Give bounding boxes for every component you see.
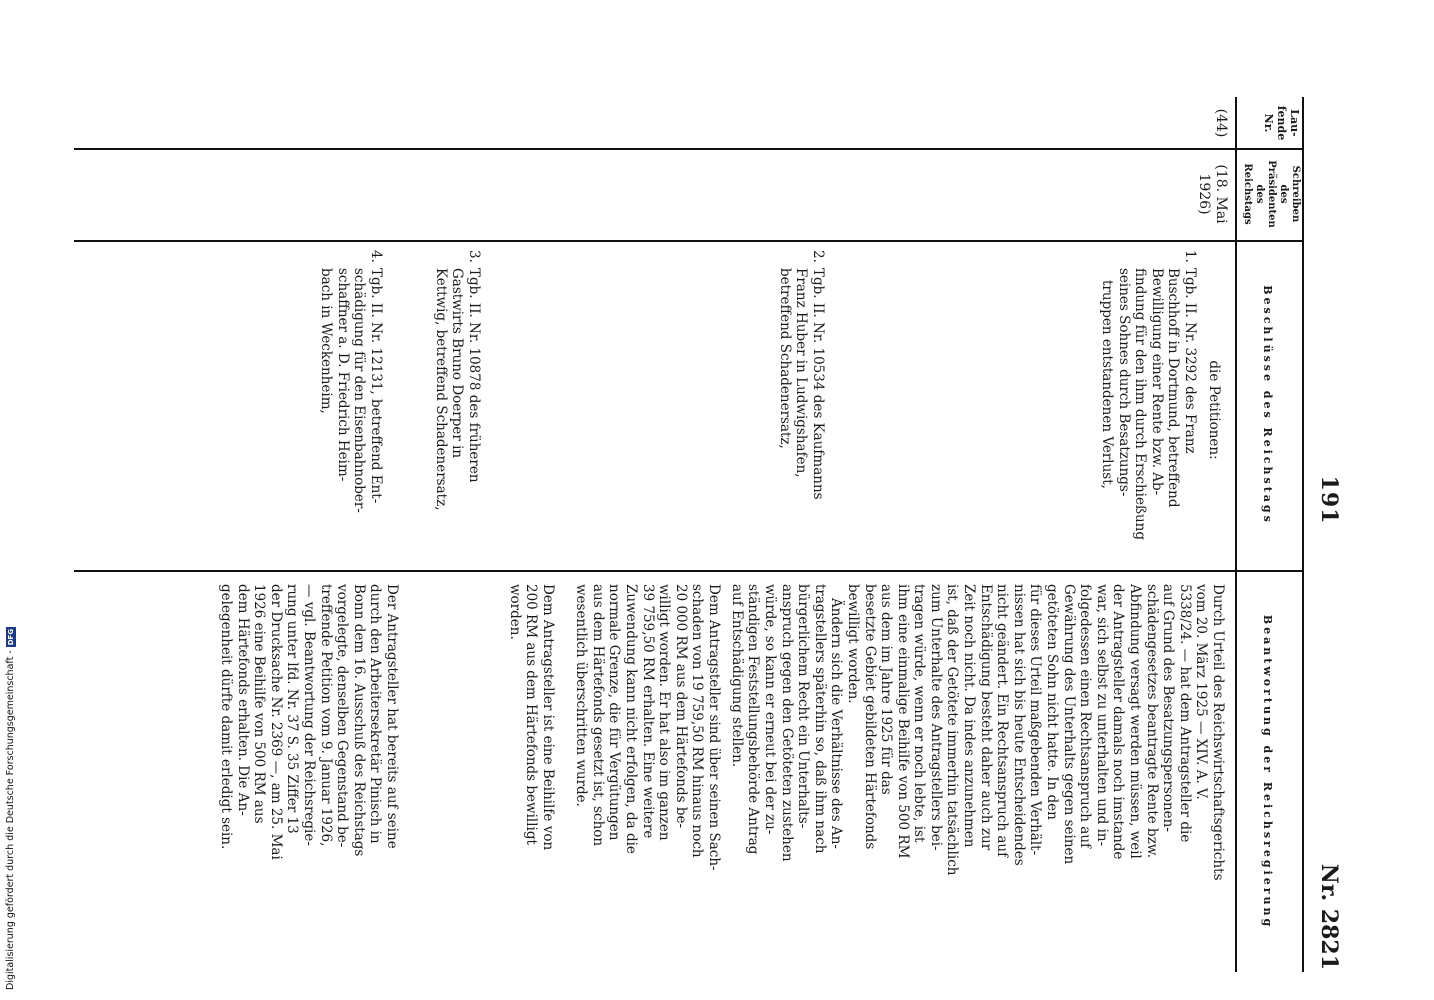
answer-line: Zuwendung kann nicht erfolgen, da die	[623, 584, 640, 854]
answer-line: bewilligt worden.	[844, 584, 861, 704]
answer-line: vorgelegte, denselben Gegenstand be-	[334, 584, 351, 848]
answer-line: wesentlich überschritten wurde.	[573, 584, 590, 807]
petition-number: 1.	[1182, 250, 1198, 263]
answer-line: 20 000 RM aus dem Härtefonds be-	[672, 584, 689, 829]
answer-line: tragstellers späterhin so, daß ihm nach	[811, 584, 828, 854]
petition-line: schaffner a. D. Friedrich Heim-	[334, 268, 351, 482]
answer-line: aus dem im Jahre 1925 für das	[878, 584, 895, 795]
answer-line: treffende Petition vom 9. Januar 1926,	[317, 584, 334, 847]
answer-line: 39 759,50 RM erhalten. Eine weitere	[639, 584, 656, 839]
petition-line: findung für den ihm durch Erschießung	[1132, 268, 1149, 541]
answer-line: für dieses Urteil maßgebenden Verhält-	[1027, 584, 1044, 856]
answer-line: ist, daß der Getötete immerhin tatsächlich	[944, 584, 961, 876]
answer-line: ständigen Feststellungsbehörde Antrag	[745, 584, 762, 855]
answer-1	[728, 584, 1226, 964]
top-rule	[1302, 97, 1304, 972]
answer-line: war, sich selbst zu unterhalten und in-	[1093, 584, 1110, 847]
petition-number: 4.	[368, 250, 384, 263]
header-schreiben-line: des	[1278, 184, 1289, 204]
answer-line: Ändern sich die Verhältnisse des An-	[828, 598, 845, 849]
dfg-logo: DFG	[6, 628, 15, 646]
petition-line: Tgb. II. Nr. 10534 des Kaufmanns	[810, 268, 826, 500]
petition-line: Tgb. II. Nr. 12131, betreffend Ent-	[368, 268, 384, 504]
answer-line: Dem Antragsteller ist eine Beihilfe von	[540, 584, 556, 851]
answer-line: Bonn dem 16. Ausschuß des Reichstags	[350, 584, 367, 857]
petition-line: Tgb. II. Nr. 3292 des Franz	[1182, 268, 1198, 454]
petition-line: seines Sohnes durch Besatzungs-	[1115, 268, 1132, 497]
answer-line: gelegenheit dürfte damit erledigt sein.	[218, 584, 235, 850]
answer-line: würde, so kann er erneut bei der zu-	[761, 584, 778, 835]
petition-line: schädigung für den Eisenbahnober-	[351, 268, 368, 513]
answer-line: Dem Antragsteller sind über seinen Sach-	[706, 584, 722, 871]
petition-1	[1098, 250, 1198, 558]
answer-line: worden.	[506, 584, 523, 640]
answer-3	[506, 584, 556, 964]
answer-line: — vgl. Beantwortung der Reichsregie-	[301, 584, 318, 846]
answer-line: dem Härtefonds erhalten. Die An-	[234, 584, 251, 816]
answer-line: 5338/24. — hat dem Antragsteller die	[1176, 584, 1193, 843]
answer-line: schädengesetzes beantragte Rente bzw.	[1143, 584, 1160, 859]
col-divider-2	[74, 240, 1304, 242]
entry-date	[1195, 150, 1229, 238]
col-divider-3	[74, 570, 1304, 572]
answer-line: normale Grenze, die für Vergütungen	[606, 584, 623, 841]
header-schreiben-line: Schreiben	[1290, 165, 1301, 223]
answer-line: nicht geändert. Ein Rechtsanspruch auf	[994, 584, 1011, 858]
answer-line: durch den Arbeitersekretär Pinisch in	[367, 584, 384, 844]
header-schreiben-line: des	[1254, 184, 1265, 204]
answer-line: 1926 eine Beihilfe von 500 RM aus	[251, 584, 268, 824]
petition-number: 2.	[810, 250, 826, 263]
document-number: Nr. 2821	[1316, 863, 1342, 970]
answer-line: Zeit noch nicht. Da indes anzunehmen	[961, 584, 978, 848]
page-number: 191	[1316, 475, 1342, 525]
answer-line: nissen hat sich bis heute Entscheidendes	[1010, 584, 1027, 866]
petition-2	[776, 250, 826, 558]
petition-line: Franz Huber in Ludwigshafen,	[793, 268, 810, 478]
petition-line: Buschhoff in Dortmund, betreffend	[1165, 268, 1182, 508]
petition-line: Tgb. II. Nr. 10878 des früheren	[466, 268, 482, 483]
funding-footer-text: Digitalisierung gefördert durch die Deutsche Forschungsgemeinschaft -	[5, 650, 16, 990]
header-lfd-nr	[1262, 100, 1301, 146]
petition-line: betreffend Schadenersatz,	[776, 268, 793, 449]
header-beschluesse: Beschlüsse des Reichstags	[1261, 285, 1274, 525]
answer-line: auf Grund des Besatzungspersonen-	[1160, 584, 1177, 832]
answer-line: Der Antragsteller hat bereits auf seine	[384, 584, 400, 849]
answer-4	[217, 584, 400, 964]
answer-line: Gewährung des Unterhalts gegen seinen	[1060, 584, 1077, 865]
answer-line: anspruch gegen den Getöteten zustehen	[778, 584, 795, 862]
header-rule	[1235, 97, 1237, 972]
header-lfd-line: Nr.	[1262, 113, 1275, 133]
answer-line: aus dem Härtefonds gesetzt ist, schon	[589, 584, 606, 847]
petition-number: 3.	[466, 250, 482, 263]
answer-line: zum Unterhalte des Antragstellers bei-	[927, 584, 944, 851]
answer-line: Entschädigung besteht daher auch zur	[977, 584, 994, 851]
answer-line: 200 RM aus dem Härtefonds bewilligt	[523, 584, 540, 845]
petition-line: Bewilligung einer Rente bzw. Ab-	[1148, 268, 1165, 496]
answer-line: der Drucksache Nr. 2369 —, am 25. Mai	[267, 584, 284, 860]
header-schreiben	[1241, 150, 1301, 238]
answer-line: rung unter lfd. Nr. 37 S. 35 Ziffer 13	[284, 584, 301, 834]
petitions-intro: die Petitionen:	[1206, 360, 1222, 460]
answer-line: vom 20. März 1925 — XIV. A. V.	[1193, 584, 1210, 800]
entry-lfd-nr: (44)	[1213, 108, 1229, 138]
answer-line: willigt worden. Er hat also im ganzen	[656, 584, 673, 841]
answer-line: auf Entschädigung stellen.	[728, 584, 745, 768]
answer-line: Abfindung versagt werden müssen, weil	[1127, 584, 1144, 859]
header-schreiben-line: Reichstags	[1242, 163, 1253, 225]
petition-line: bach in Weckenheim,	[318, 268, 335, 414]
answer-line: der Antragsteller damals noch imstande	[1110, 584, 1127, 860]
answer-2	[573, 584, 722, 964]
header-schreiben-line: Präsidenten	[1266, 160, 1277, 228]
petition-line: truppen entstandenen Verlust,	[1099, 280, 1116, 489]
answer-line: folgedessen einen Rechtsanspruch auf	[1077, 584, 1094, 849]
header-lfd-line: fende	[1275, 105, 1288, 141]
petition-3	[432, 250, 482, 558]
petition-line: Kettwig, betreffend Schadenersatz,	[432, 268, 449, 511]
entry-date-line: (18. Mai	[1213, 164, 1229, 224]
entry-date-line: 1926)	[1196, 173, 1212, 215]
header-beantwortung: Beantwortung der Reichsregierung	[1261, 614, 1274, 930]
petition-line: Gastwirts Bruno Doerper in	[449, 268, 466, 459]
col-divider-1	[74, 148, 1304, 150]
answer-line: schaden von 19 759,50 RM hinaus noch	[689, 584, 706, 858]
header-lfd-line: Lau-	[1288, 109, 1301, 137]
answer-line: tragen würde, wenn er noch lebte, ist	[911, 584, 928, 843]
answer-line: Durch Urteil des Reichswirtschaftsgerichts	[1210, 584, 1226, 881]
answer-line: getöteten Sohn nicht hatte. In den	[1044, 584, 1061, 820]
answer-line: ihm eine einmalige Beihilfe von 500 RM	[894, 584, 911, 859]
answer-line: bürgerlichem Recht ein Unterhalts-	[795, 584, 812, 829]
petition-4	[318, 250, 384, 558]
answer-line: besetzte Gebiet gebildeten Härtefonds	[861, 584, 878, 850]
